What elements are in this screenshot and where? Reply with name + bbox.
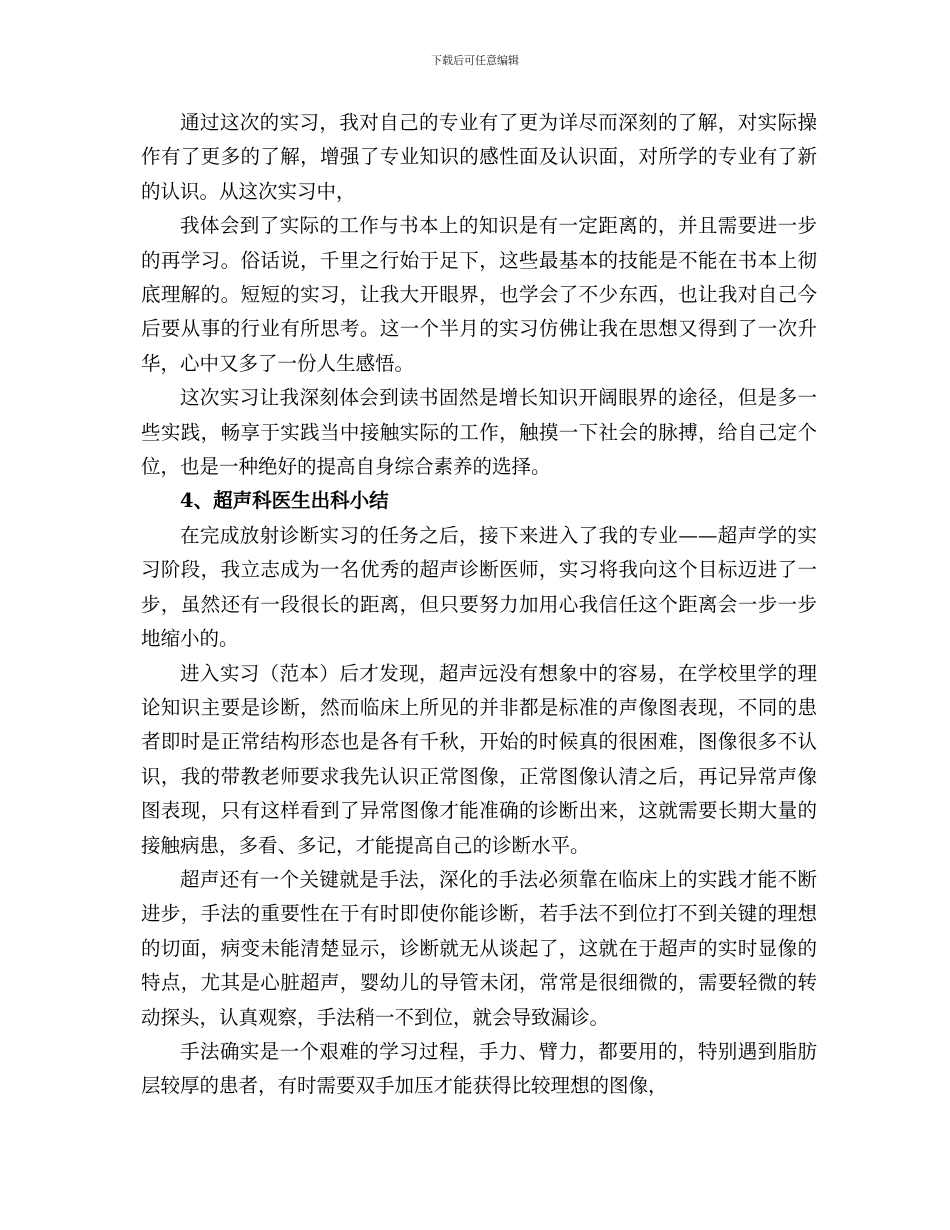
paragraph: 在完成放射诊断实习的任务之后，接下来进入了我的专业——超声学的实习阶段，我立志成为一名优秀的超声诊断医师，实习将我向这个目标迈进了一步，虽然还有一段很长的距离，但只要努力加用心我信任这个距离会一步一步地缩小的。 (141, 523, 817, 651)
paragraph: 通过这次的实习，我对自己的专业有了更为详尽而深刻的了解，对实际操作有了更多的了解，增强了专业知识的感性面及认识面，对所学的专业有了新的认识。从这次实习中， (141, 111, 817, 203)
paragraph: 超声还有一个关键就是手法，深化的手法必须靠在临床上的实践才能不断进步，手法的重要性在于有时即使你能诊断，若手法不到位打不到关键的理想的切面，病变未能清楚显示，诊断就无从谈起了，这就在于超声的实时显像的特点，尤其是心脏超声，婴幼儿的导管未闭，常常是很细微的，需要轻微的转动探头，认真观察，手法稍一不到位，就会导致漏诊。 (141, 867, 817, 1029)
section-heading: 4、超声科医生出科小结 (180, 489, 389, 513)
page-header: 下载后可任意编辑 (431, 54, 519, 67)
paragraph: 进入实习（范本）后才发现，超声远没有想象中的容易，在学校里学的理论知识主要是诊断，然而临床上所见的并非都是标准的声像图表现，不同的患者即时是正常结构形态也是各有千秋，开始的时候真的很困难，图像很多不认识，我的带教老师要求我先认识正常图像，正常图像认清之后，再记异常声像图表现，只有这样看到了异常图像才能准确的诊断出来，这就需要长期大量的接触病患，多看、多记，才能提高自己的诊断水平。 (141, 661, 817, 857)
document-body (141, 106, 817, 1104)
paragraph: 这次实习让我深刻体会到读书固然是增长知识开阔眼界的途径，但是多一些实践，畅享于实践当中接触实际的工作，触摸一下社会的脉搏，给自己定个位，也是一种绝好的提高自身综合素养的选择。 (141, 386, 817, 479)
paragraph: 我体会到了实际的工作与书本上的知识是有一定距离的，并且需要进一步的再学习。俗话说，千里之行始于足下，这些最基本的技能是不能在书本上彻底理解的。短短的实习，让我大开眼界，也学会了不少东西，也让我对自己今后要从事的行业有所思考。这一个半月的实习仿佛让我在思想又得到了一次升华，心中又多了一份人生感悟。 (141, 214, 817, 375)
paragraph: 手法确实是一个艰难的学习过程，手力、臂力，都要用的，特别遇到脂肪层较厚的患者，有时需要双手加压才能获得比较理想的图像， (141, 1039, 817, 1098)
